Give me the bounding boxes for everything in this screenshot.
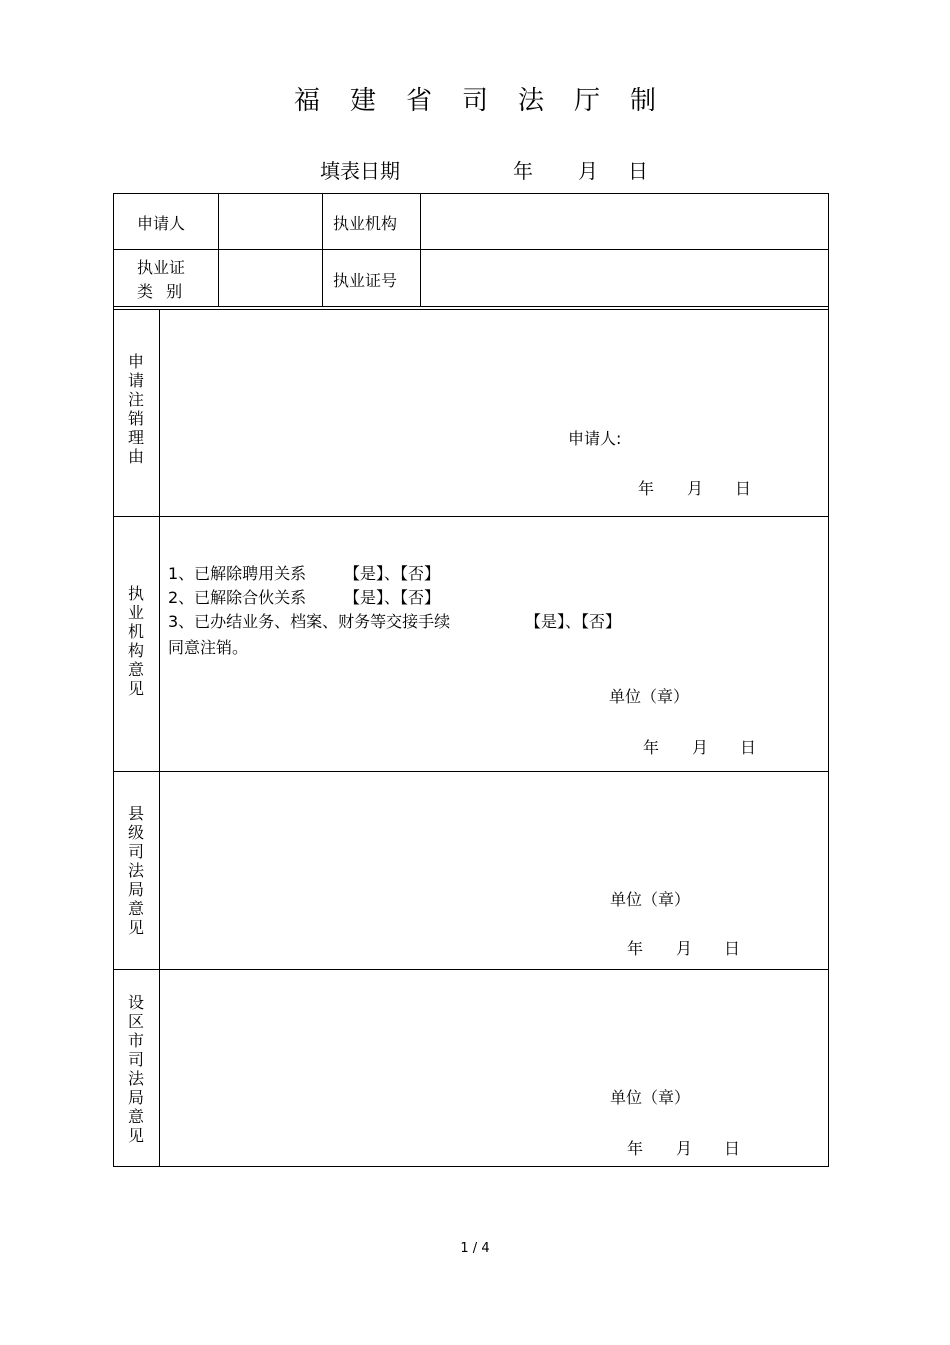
opinion-item-options[interactable]: 【是】、【否】: [344, 564, 441, 583]
applicant-label: 申请人: [137, 214, 186, 233]
city-seal-label: 单位（章）: [610, 1088, 691, 1107]
fill-date-month: 月: [578, 159, 598, 183]
page-title: 福建省司法厅制: [293, 86, 686, 116]
county-seal-label: 单位（章）: [610, 890, 691, 909]
cert-type-label-line2: 类 别: [137, 282, 183, 301]
institution-date-month: 月: [692, 738, 709, 757]
opinion-item-text: 1、已解除聘用关系: [168, 564, 307, 583]
table-divider: [113, 516, 829, 517]
cert-type-label-line1: 执业证: [137, 258, 186, 277]
city-date-month: 月: [676, 1139, 693, 1158]
city-date-day: 日: [724, 1139, 741, 1158]
table-divider: [113, 969, 829, 970]
cert-no-label: 执业证号: [333, 271, 398, 290]
institution-date-year: 年: [643, 738, 660, 757]
county-opinion-label: 县级司法局意见: [127, 804, 144, 937]
page-number: 1 / 4: [460, 1241, 490, 1256]
opinion-item-options[interactable]: 【是】、【否】: [344, 588, 441, 607]
county-date-year: 年: [627, 939, 644, 958]
fill-date-day: 日: [628, 159, 648, 183]
agree-text: 同意注销。: [168, 638, 249, 657]
applicant-field[interactable]: [222, 197, 318, 246]
cert-type-field[interactable]: [222, 253, 318, 303]
county-date-day: 日: [724, 939, 741, 958]
table-divider: [218, 193, 219, 306]
city-opinion-label: 设区市司法局意见: [127, 993, 144, 1145]
table-divider: [113, 249, 829, 250]
table-border-bottom: [113, 1166, 829, 1167]
table-divider: [113, 309, 829, 310]
institution-date-day: 日: [740, 738, 757, 757]
county-date-month: 月: [676, 939, 693, 958]
opinion-item-text: 2、已解除合伙关系: [168, 588, 307, 607]
institution-field[interactable]: [424, 197, 824, 246]
institution-label: 执业机构: [333, 214, 398, 233]
fill-date-label: 填表日期: [320, 159, 400, 183]
table-divider: [159, 309, 160, 1166]
reason-signer-label: 申请人:: [568, 429, 622, 448]
table-divider: [113, 306, 829, 307]
institution-seal-label: 单位（章）: [609, 687, 690, 706]
table-divider: [113, 771, 829, 772]
opinion-item-text: 3、已办结业务、档案、财务等交接手续: [168, 612, 451, 631]
fill-date-year: 年: [513, 159, 533, 183]
reason-date-year: 年: [638, 479, 655, 498]
cert-no-field[interactable]: [424, 253, 824, 303]
table-border-top: [113, 193, 829, 194]
reason-section-label: 申请注销理由: [127, 352, 144, 466]
table-divider: [420, 193, 421, 306]
table-border-left: [113, 193, 114, 1166]
reason-date-day: 日: [735, 479, 752, 498]
institution-opinion-label: 执业机构意见: [127, 584, 144, 698]
opinion-item-options[interactable]: 【是】、【否】: [525, 612, 622, 631]
city-date-year: 年: [627, 1139, 644, 1158]
reason-date-month: 月: [687, 479, 704, 498]
table-divider: [322, 193, 323, 306]
table-border-right: [828, 193, 829, 1166]
